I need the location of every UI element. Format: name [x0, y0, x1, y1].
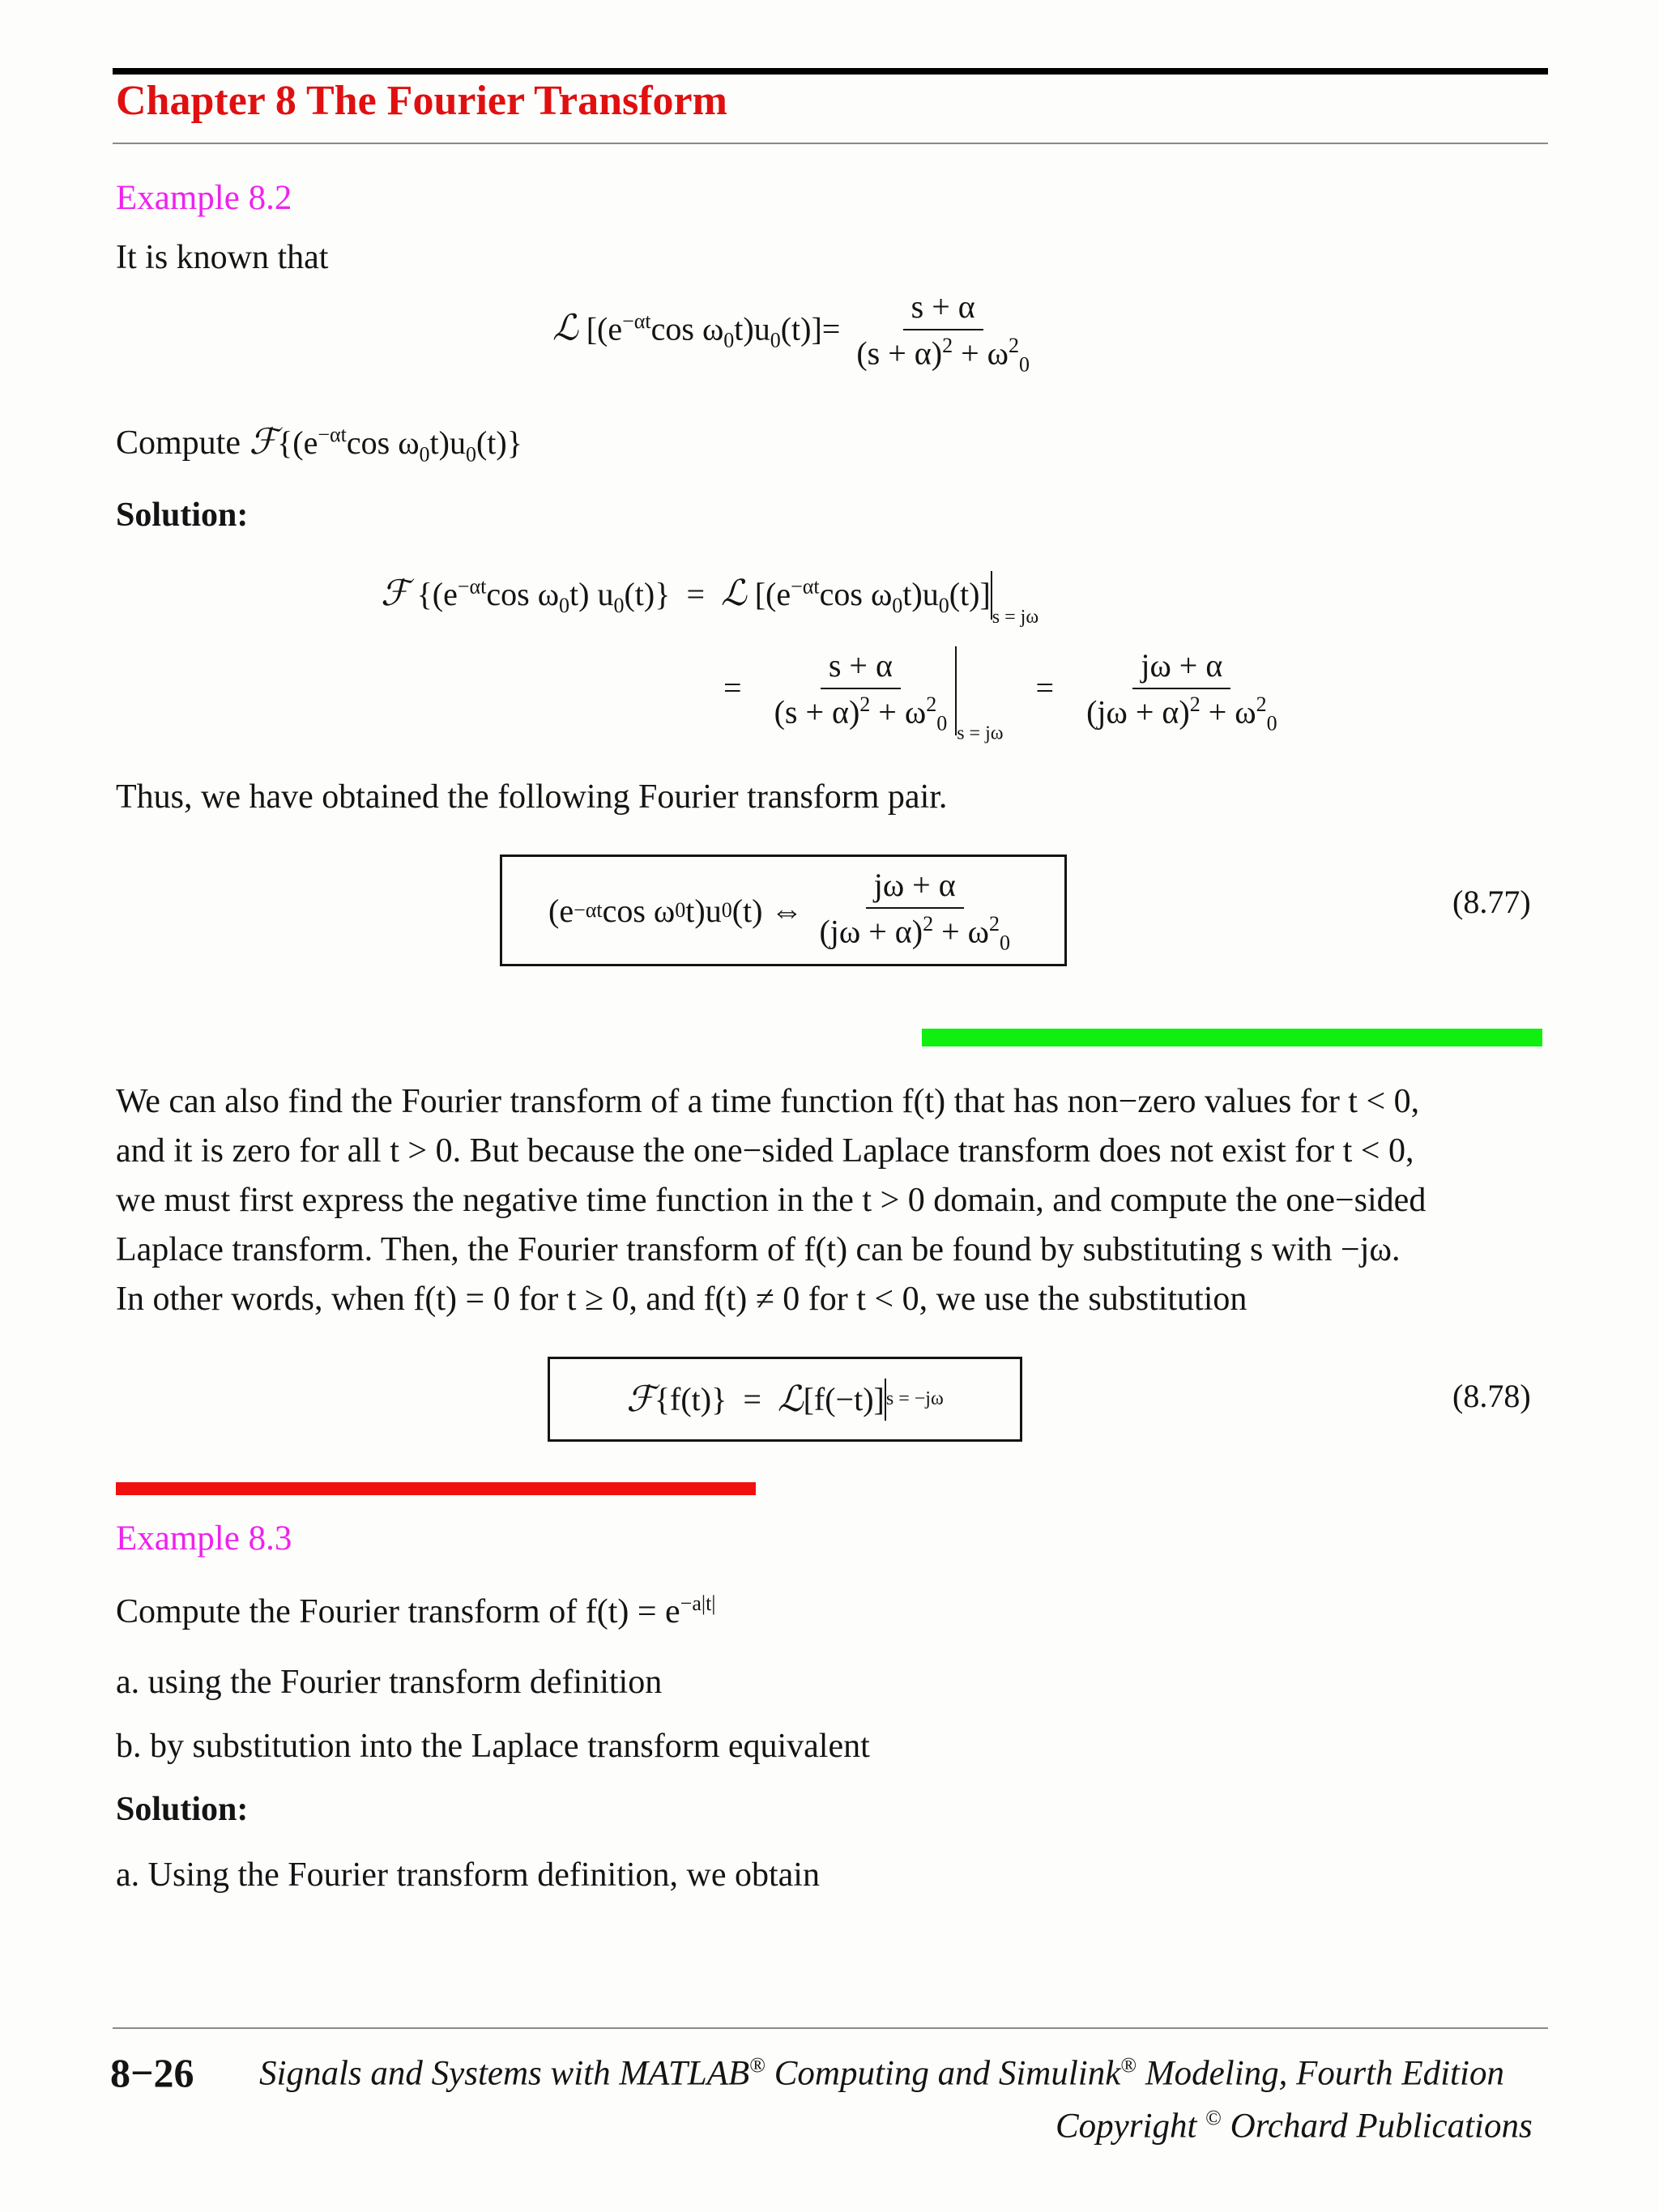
given-laplace-equation: ℒ [($e^{-\alpha t}\cos$ $\omega_0t)u_0(t)]=$ $\frac{s + \alpha}{(s + \alpha)^2 + \omega^2_0}$ [552, 288, 1038, 377]
copyright-line: Copyright © Orchard Publications [1056, 2106, 1533, 2146]
chapter-title: Chapter 8 The Fourier Transform [116, 78, 727, 124]
equation-number-8-78: (8.78) [1452, 1378, 1531, 1414]
paragraph-line: In other words, when f(t) = 0 for t ≥ 0, and f(t) ≠ 0 for t < 0, we use the substitution [116, 1281, 1247, 1318]
compute-line: Compute $ℱ\{(e^{-\alpha t}\cos$ $\omega_0t)u_0(t)$} [116, 421, 522, 467]
fourier-symbol: ℱ [249, 421, 278, 462]
thus-line: Thus, we have obtained the following Fourier transform pair. [116, 778, 948, 816]
equation-number-8-77: (8.77) [1452, 884, 1531, 920]
body-paragraph [116, 1077, 1543, 1324]
solution-a-line: a. Using the Fourier transform definition, we obtain [116, 1856, 820, 1894]
paragraph-line: We can also find the Fourier transform of a time function f(t) that has non−zero values for t < 0, [116, 1083, 1420, 1120]
book-title: Signals and Systems with MATLAB® Computing and Simulink® Modeling, Fourth Edition [259, 2053, 1504, 2093]
green-divider-bar [922, 1029, 1542, 1046]
fourier-pair-box: (e −αt cos ω 0 t)u 0 (t) ⇔ $\frac{j\omega + \alpha}{(j\omega + \alpha)^2 + \omega^2_0}$ [500, 855, 1067, 966]
paragraph-line: we must first express the negative time function in the t > 0 domain, and compute the one−sided [116, 1182, 1427, 1219]
given-fraction: $\frac{s + \alpha}{(s + \alpha)^2 + \omega^2_0}$ [856, 288, 1030, 377]
paragraph-line: and it is zero for all t > 0. But because the one−sided Laplace transform does not exist for t < 0, [116, 1132, 1414, 1170]
example-8-3-heading: Example 8.3 [116, 1519, 292, 1558]
solution-line-2: = $\frac{s + \alpha}{(s + \alpha)^2 + \omega^2_0}$ $_{s = j\omega}$ = $\frac{j\omega + \alpha}{(j\omega + \alpha)^2 + \omega^2_0}$ [723, 647, 1277, 744]
page-number: 8−26 [110, 2050, 194, 2095]
example-8-2-intro: It is known that [116, 239, 329, 276]
footer-rule [113, 2027, 1548, 2029]
solution-line-1: ℱ {($e^{-\alpha t}\cos$ $\omega_0t$) $u_0(t)$} = ℒ [($e^{-\alpha t}\cos$ $\omega_0t)u_0(t)]_{s = j\omega}$ [381, 573, 1039, 628]
solution-label-8-3: Solution: [116, 1791, 249, 1828]
paragraph-line: Laplace transform. Then, the Fourier transform of f(t) can be found by substituting s with −jω. [116, 1231, 1401, 1268]
top-rule [113, 68, 1548, 75]
red-divider-bar [116, 1482, 756, 1495]
substitution-box: ℱ {f(t)} = ℒ [f(−t)] s = −jω [548, 1357, 1022, 1442]
solution-label: Solution: [116, 497, 249, 534]
item-a: a. using the Fourier transform definition [116, 1664, 663, 1701]
header-rule [113, 143, 1548, 144]
example-8-3-statement: Compute the Fourier transform of $f(t) = e^{-a|t|}$ [116, 1592, 716, 1630]
laplace-symbol: ℒ [552, 307, 578, 349]
item-b: b. by substitution into the Laplace transform equivalent [116, 1728, 870, 1765]
example-8-2-heading: Example 8.2 [116, 179, 292, 217]
